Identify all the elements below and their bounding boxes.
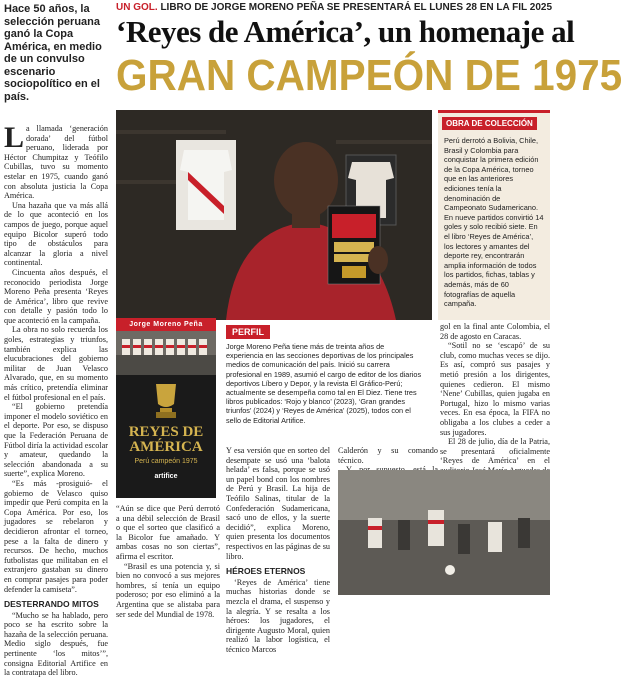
paragraph: “Es más -prosiguió- el gobierno de Velasco quiso impedir que Perú compita en la Copa América. Por eso, los jugadores se rebelaron y decidieron afrontar el torneo, pese a la falta de dinero y recursos. De hecho, muchos futbolistas que militaban en el extranjero gastaban su dinero en comprar pasajes para poder defender la camiseta”. [4, 478, 108, 594]
intro-summary: Hace 50 años, la selección peruana ganó la Copa América, en medio de un convulso escenario sociopolítico en el país. [4, 3, 102, 103]
author-profile [226, 322, 422, 442]
paragraph: El 28 de julio, día de la Patria, se presentará oficialmente ‘Reyes de América’ en el [440, 437, 550, 466]
paragraph: gol en la final ante Colombia, el 28 de agosto en Caracas. [440, 322, 550, 341]
author-photo [116, 110, 432, 320]
collection-sidebox [438, 110, 550, 320]
paragraph: “Mucho se ha hablado, pero poco se ha escrito sobre la hazaña de la selección peruana. Medio siglo después, fue pertinente ‘los mitos’”, consigna Editorial Artifice en la contratapa del libro. [4, 610, 108, 678]
paragraph: “Sotil no se ‘escapó’ de su club, como muchas veces se dijo. Es así, compró sus pasajes y metió presión a los dirigentes, quienes cedieron. El mismo ‘Nene’ Cubillas, quien jugaba en Portugal, hizo lo mismo varias veces. En esa época, la FIFA no obligaba a los clubes a ceder a sus jugadores. [440, 341, 550, 437]
paragraph: “El gobierno pretendía imponer el modelo soviético en el deporte. Por eso, se dispuso que la Federación Peruana de Fútbol diría la actividad escolar y amateur, quedando la selección abandonada a su suerte”, explica Moreno. [4, 402, 108, 479]
paragraph: Una hazaña que va más allá de lo que aconteció en los campos de juego, porque aquel equipo Bicolor superó todo tipo de obstáculos para alcanzar la gloria a nivel continental. [4, 200, 108, 268]
match-photo-illustration [338, 470, 550, 595]
article-column-1 [4, 121, 108, 678]
article-column-2 [116, 504, 220, 619]
kicker-tag: UN GOL. [116, 2, 158, 13]
subheading: HÉROES ETERNOS [226, 566, 306, 577]
dropcap: L [4, 121, 25, 154]
match-photo [338, 470, 550, 595]
kicker-text: LIBRO DE JORGE MORENO PEÑA SE PRESENTARÁ EL LUNES 28 EN LA FIL 2025 [160, 2, 553, 13]
profile-label: PERFIL [226, 325, 270, 339]
sidebox-title: OBRA DE COLECCIÓN [442, 117, 537, 130]
sidebox-text: Perú derrotó a Bolivia, Chile, Brasil y Colombia para conquistar la primera edición de la Copa América, torneo que en las anteriores ediciones tenía la denominación de Campeonato Sudamericano. En nueve partidos convirtió 14 goles y solo recibió siete. En el libro ‘Reyes de América’, los lectores y amantes del deporte rey, encontrarán amplia información de todos los partidos, fichas, tablas y además, más de 60 fotografías de aquella campaña. [444, 136, 544, 309]
article-column-3 [226, 446, 330, 654]
subheading: DESTERRANDO MITOS [4, 599, 99, 610]
book-author: Jorge Moreno Peña [116, 318, 216, 331]
trophy-icon [116, 380, 216, 420]
team-photo-icon [116, 331, 216, 375]
book-subtitle: Perú campeón 1975 [134, 458, 198, 465]
book-cover [116, 318, 216, 498]
paragraph: Cincuenta años después, el reconocido periodista Jorge Moreno Peña presenta ‘Reyes de América’, libro que revive con detalle y pasión todo lo que aconteció en la campaña. [4, 267, 108, 325]
paragraph: “Brasil es una potencia y, si bien no convocó a sus mejores hombres, sí tenía un equipo poderoso; por eso eliminó a la Argentina que se alistaba para ser sede del Mundial de 1978. [116, 561, 220, 619]
profile-text: Jorge Moreno Peña tiene más de treinta años de experiencia en las secciones deportivas de los principales medios de comunicación del país. Inició su carrera profesional en 1989, asumió el cargo de editor de los diarios deportivos Líbero y Depor, y la revista El Gráfico-Perú; actualmente se desempeña como tal en El Diez. Tiene tres libros publicados: ‘Rojo y blanco’ (2023), ‘Gran grandes triunfos’ (2024) y ‘Reyes de América’ (2025), todos con el sello de Editorial Artifice. [226, 342, 422, 425]
paragraph: “Aún se dice que Perú derrotó a una débil selección de Brasil o que el sorteo que clasificó a la Bicolor fue amañado. Y ambas cosas no son ciertas”, afirma el escritor. [116, 504, 220, 561]
author-photo-illustration [116, 110, 432, 320]
headline: ‘Reyes de América’, un homenaje al [116, 14, 575, 49]
paragraph: Y esa versión que en sorteo del desempate se usó una ‘balota helada’ es falsa, porque se usó un papel bond con los nombres de Perú y Brasil. La hija de Teófilo Salinas, titular de la Confederación Sudamericana, sacó uno de ellos, y la suerte decidió”, explica Moreno, quien presenta los documentos respectivos en las páginas de su libro. [226, 446, 330, 561]
headline-gold: GRAN CAMPEÓN DE 1975 [116, 51, 622, 100]
paragraph: La obra no solo recuerda los goles, estrategias y triunfos, también explica las elucubraciones del gobierno militar de Juan Velasco Alvarado, que, en su momento más crítico, pretendía eliminar el fútbol profesional en el país. [4, 325, 108, 402]
paragraph: Calderón y su comando técnico. [338, 446, 438, 465]
paragraph: a llamada ‘generación dorada’ del fútbol peruano, liderada por Héctor Chumpitaz y Teófilo Cubillas, tuvo su momento estelar en 1975, cuando ganó con absoluta justicia la Copa América. [4, 124, 108, 201]
book-publisher: artifice [154, 473, 178, 480]
book-title-line-2: AMÉRICA [129, 439, 203, 455]
paragraph: ‘Reyes de América’ tiene muchas historias donde se mezcla el drama, el suspenso y la alegría. Y se resalta a los héroes: los jugadores, el dirigente Augusto Moral, quien realizó la labor logística, el técnico Marcos [226, 577, 330, 654]
book-title-line-1: REYES DE [128, 424, 204, 440]
kicker [116, 2, 552, 13]
